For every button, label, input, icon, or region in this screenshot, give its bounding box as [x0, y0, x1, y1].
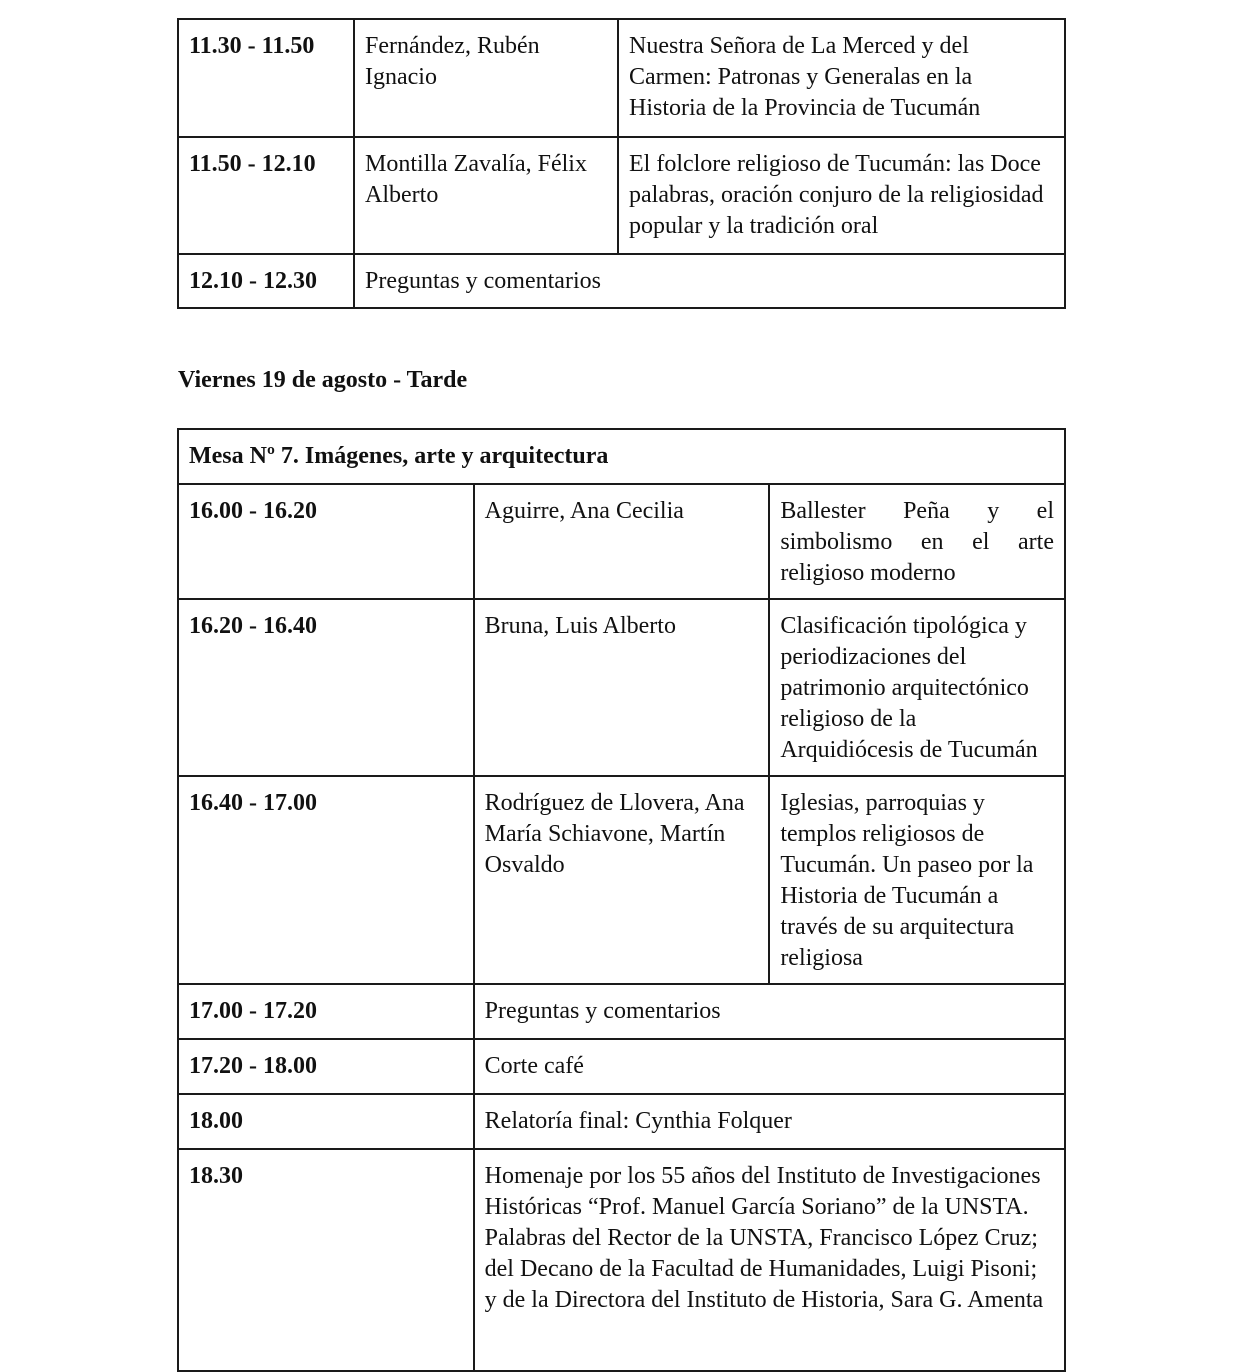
author-cell: Aguirre, Ana Cecilia — [474, 484, 770, 599]
morning-schedule-table — [177, 18, 1066, 309]
table-row — [178, 1039, 1065, 1094]
author-cell: Montilla Zavalía, Félix Alberto — [354, 137, 618, 254]
table-row — [178, 19, 1065, 137]
time-cell: 17.20 - 18.00 — [178, 1039, 474, 1094]
time-cell: 11.50 - 12.10 — [178, 137, 354, 254]
title-cell: Nuestra Señora de La Merced y del Carmen: Patronas y Generalas en la Historia de la Provincia de Tucumán — [618, 19, 1065, 137]
activity-cell: Homenaje por los 55 años del Instituto de Investigaciones Históricas “Prof. Manuel García Soriano” de la UNSTA. Palabras del Rector de la UNSTA, Francisco López Cruz; del Decano de la Facultad de Humanidades, Luigi Pisoni; y de la Directora del Instituto de Historia, Sara G. Amenta — [474, 1149, 1065, 1371]
table-row — [178, 599, 1065, 776]
activity-cell: Preguntas y comentarios — [474, 984, 1065, 1039]
time-cell: 16.40 - 17.00 — [178, 776, 474, 984]
time-cell: 17.00 - 17.20 — [178, 984, 474, 1039]
table-row — [178, 254, 1065, 308]
table-row — [178, 984, 1065, 1039]
time-cell: 18.30 — [178, 1149, 474, 1371]
activity-cell: Preguntas y comentarios — [354, 254, 1065, 308]
activity-cell: Relatoría final: Cynthia Folquer — [474, 1094, 1065, 1149]
time-cell: 11.30 - 11.50 — [178, 19, 354, 137]
table-row — [178, 1094, 1065, 1149]
table-row — [178, 137, 1065, 254]
title-cell: Iglesias, parroquias y templos religiosos de Tucumán. Un paseo por la Historia de Tucumán a través de su arquitectura religiosa — [769, 776, 1065, 984]
afternoon-schedule-table — [177, 428, 1066, 1372]
time-cell: 16.20 - 16.40 — [178, 599, 474, 776]
time-cell: 18.00 — [178, 1094, 474, 1149]
author-cell: Rodríguez de Llovera, Ana María Schiavone, Martín Osvaldo — [474, 776, 770, 984]
title-cell: Ballester Peña y el simbolismo en el arte religioso moderno — [769, 484, 1065, 599]
section-heading: Viernes 19 de agosto - Tarde — [178, 367, 468, 393]
activity-cell: Corte café — [474, 1039, 1065, 1094]
title-cell: El folclore religioso de Tucumán: las Doce palabras, oración conjuro de la religiosidad popular y la tradición oral — [618, 137, 1065, 254]
mesa-title: Mesa Nº 7. Imágenes, arte y arquitectura — [178, 429, 1065, 484]
time-cell: 12.10 - 12.30 — [178, 254, 354, 308]
table-row — [178, 776, 1065, 984]
table-row — [178, 1149, 1065, 1371]
author-cell: Fernández, Rubén Ignacio — [354, 19, 618, 137]
author-cell: Bruna, Luis Alberto — [474, 599, 770, 776]
time-cell: 16.00 - 16.20 — [178, 484, 474, 599]
table-row — [178, 484, 1065, 599]
title-cell: Clasificación tipológica y periodizaciones del patrimonio arquitectónico religioso de la Arquidiócesis de Tucumán — [769, 599, 1065, 776]
mesa-header-row — [178, 429, 1065, 484]
